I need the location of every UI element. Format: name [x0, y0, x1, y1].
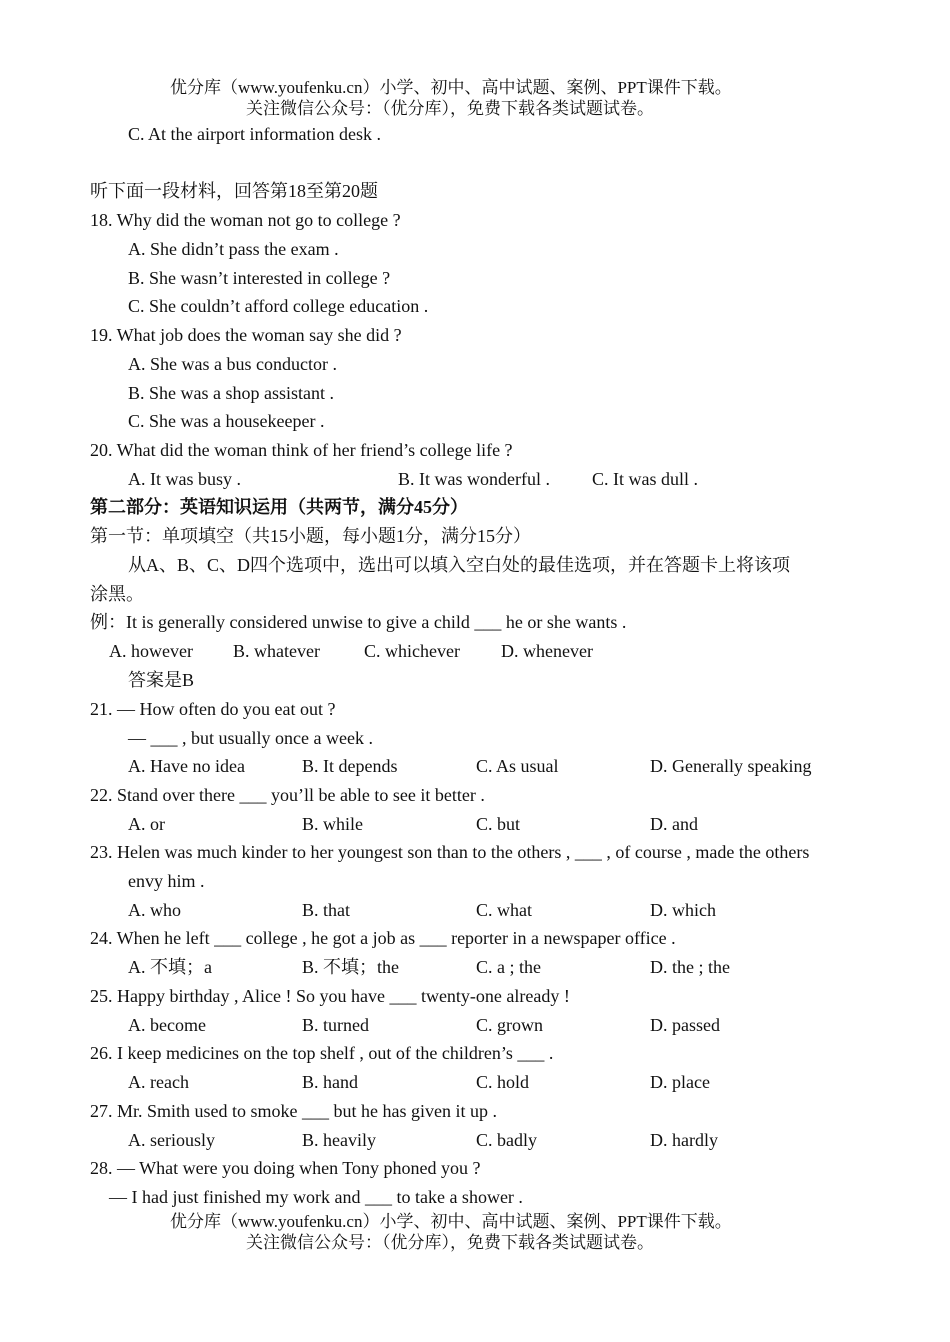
q28-stem: 28. — What were you doing when Tony phoned you ? — [90, 1158, 481, 1178]
q26-stem: 26. I keep medicines on the top shelf , out of the children’s ___ . — [90, 1043, 554, 1063]
example-answer: 答案是B — [128, 670, 195, 690]
section-one-title: 第一节：单项填空（共15小题，每小题1分，满分15分） — [90, 526, 531, 546]
q24-stem: 24. When he left ___ college , he got a job as ___ reporter in a newspaper office . — [90, 928, 676, 948]
q18-option-a: A. She didn’t pass the exam . — [128, 239, 339, 259]
q25-option-d: D. passed — [650, 1015, 720, 1035]
q18-option-c: C. She couldn’t afford college education . — [128, 296, 429, 316]
q22-option-a: A. or — [128, 814, 165, 834]
q27-option-a: A. seriously — [128, 1130, 215, 1150]
q26-option-a: A. reach — [128, 1072, 189, 1092]
q23-option-a: A. who — [128, 900, 181, 920]
q25-option-c: C. grown — [476, 1015, 543, 1035]
q27-option-b: B. heavily — [302, 1130, 376, 1150]
q21-option-a: A. Have no idea — [128, 756, 245, 776]
q20-option-c: C. It was dull . — [592, 469, 698, 489]
q18-option-b: B. She wasn’t interested in college ? — [128, 268, 391, 288]
q24-option-b: B. 不填；the — [302, 957, 399, 977]
q27-option-c: C. badly — [476, 1130, 537, 1150]
q25-option-a: A. become — [128, 1015, 206, 1035]
example-option-c: C. whichever — [364, 641, 460, 661]
q18-stem: 18. Why did the woman not go to college ? — [90, 210, 401, 230]
footer-line-1: 优分库（www.youfenku.cn）小学、初中、高中试题、案例、PPT课件下载。 — [170, 1212, 732, 1231]
q22-stem: 22. Stand over there ___ you’ll be able to see it better . — [90, 785, 485, 805]
q20-stem: 20. What did the woman think of her friend’s college life ? — [90, 440, 513, 460]
q24-option-d: D. the ; the — [650, 957, 730, 977]
q22-option-d: D. and — [650, 814, 698, 834]
q19-option-a: A. She was a bus conductor . — [128, 354, 337, 374]
q17-option-c: C. At the airport information desk . — [128, 124, 381, 144]
q23-stem-line-2: envy him . — [128, 871, 205, 891]
q21-option-d: D. Generally speaking — [650, 756, 812, 776]
q25-option-b: B. turned — [302, 1015, 369, 1035]
footer-line-2: 关注微信公众号：（优分库），免费下载各类试题试卷。 — [246, 1233, 654, 1252]
example-option-b: B. whatever — [233, 641, 320, 661]
example-stem: 例：It is generally considered unwise to give a child ___ he or she wants . — [90, 612, 627, 632]
q27-stem: 27. Mr. Smith used to smoke ___ but he has given it up . — [90, 1101, 497, 1121]
q20-option-a: A. It was busy . — [128, 469, 241, 489]
q26-option-c: C. hold — [476, 1072, 530, 1092]
q21-stem-line-2: — ___ , but usually once a week . — [128, 728, 373, 748]
header-line-1: 优分库（www.youfenku.cn）小学、初中、高中试题、案例、PPT课件下载。 — [170, 78, 732, 97]
q22-option-b: B. while — [302, 814, 363, 834]
listening-section-heading: 听下面一段材料，回答第18至第20题 — [90, 181, 378, 201]
q28-stem-line-2: — I had just finished my work and ___ to take a shower . — [109, 1187, 523, 1207]
q21-option-b: B. It depends — [302, 756, 398, 776]
part-two-title: 第二部分：英语知识运用（共两节，满分45分） — [90, 497, 468, 517]
q22-option-c: C. but — [476, 814, 521, 834]
q23-option-c: C. what — [476, 900, 532, 920]
q24-option-a: A. 不填；a — [128, 957, 212, 977]
q24-option-c: C. a ; the — [476, 957, 541, 977]
header-line-2: 关注微信公众号：（优分库），免费下载各类试题试卷。 — [246, 99, 654, 118]
instructions-line-2: 涂黑。 — [90, 584, 144, 604]
example-option-d: D. whenever — [501, 641, 593, 661]
q23-option-b: B. that — [302, 900, 350, 920]
q25-stem: 25. Happy birthday , Alice ! So you have ___ twenty-one already ! — [90, 986, 570, 1006]
q19-stem: 19. What job does the woman say she did ? — [90, 325, 402, 345]
q27-option-d: D. hardly — [650, 1130, 718, 1150]
q26-option-d: D. place — [650, 1072, 710, 1092]
q21-option-c: C. As usual — [476, 756, 559, 776]
instructions-line-1: 从A、B、C、D四个选项中，选出可以填入空白处的最佳选项，并在答题卡上将该项 — [128, 555, 791, 575]
example-option-a: A. however — [109, 641, 193, 661]
q19-option-c: C. She was a housekeeper . — [128, 411, 325, 431]
q26-option-b: B. hand — [302, 1072, 358, 1092]
q23-stem: 23. Helen was much kinder to her youngest son than to the others , ___ , of course , made the others — [90, 842, 810, 862]
q19-option-b: B. She was a shop assistant . — [128, 383, 334, 403]
q21-stem: 21. — How often do you eat out ? — [90, 699, 336, 719]
q20-option-b: B. It was wonderful . — [398, 469, 550, 489]
q23-option-d: D. which — [650, 900, 716, 920]
